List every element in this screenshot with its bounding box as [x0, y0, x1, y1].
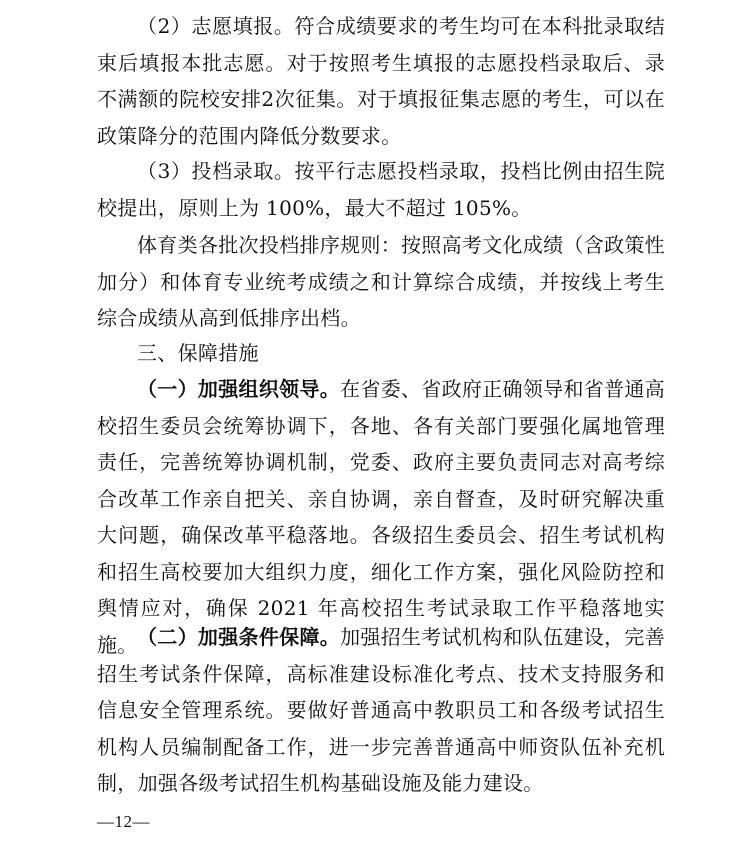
paragraph-admission: （3）投档录取。按平行志愿投档录取，投档比例由招生院校提出，原则上为 100%，最大不超过 105%。	[97, 159, 665, 220]
paragraph-volunteer-filling: （2）志愿填报。符合成绩要求的考生均可在本科批录取结束后填报本批志愿。对于按照考生填报的志愿投档录取后、录不满额的院校安排2次征集。对于填报征集志愿的考生，可以在政策降分的范围内降低分数要求。	[97, 14, 665, 148]
section-heading-safeguards: 三、保障措施	[137, 341, 259, 365]
body-organization-leadership: 在省委、省政府正确领导和省普通高校招生委员会统筹协调下，各地、各有关部门要强化属地管理责任，完善统筹协调机制，党委、政府主要负责同志对高考综合改革工作亲自把关、亲自协调，亲自督查，及时研究解决重大问题，确保改革平稳落地。各级招生委员会、招生考试机构和招生高校要加大组织力度，细化工作方案，强化风险防控和舆情应对，确保 2021 年高校招生考试录取工作平稳落地实施。	[97, 377, 665, 657]
paragraph-condition-support	[97, 619, 665, 802]
paragraph-sports-ranking-rules: 体育类各批次投档排序规则：按照高考文化成绩（含政策性加分）和体育专业统考成绩之和计算综合成绩，并按线上考生综合成绩从高到低排序出档。	[97, 233, 665, 330]
lead-organization-leadership: （一）加强组织领导。	[137, 377, 341, 401]
lead-condition-support: （二）加强条件保障。	[137, 625, 341, 649]
page-number: —12—	[97, 812, 150, 831]
body-condition-support: 加强招生考试机构和队伍建设，完善招生考试条件保障，高标准建设标准化考点、技术支持服务和信息安全管理系统。要做好普通高中教职员工和各级考试招生机构人员编制配备工作，进一步完善普通高中师资队伍补充机制，加强各级考试招生机构基础设施及能力建设。	[97, 625, 665, 795]
